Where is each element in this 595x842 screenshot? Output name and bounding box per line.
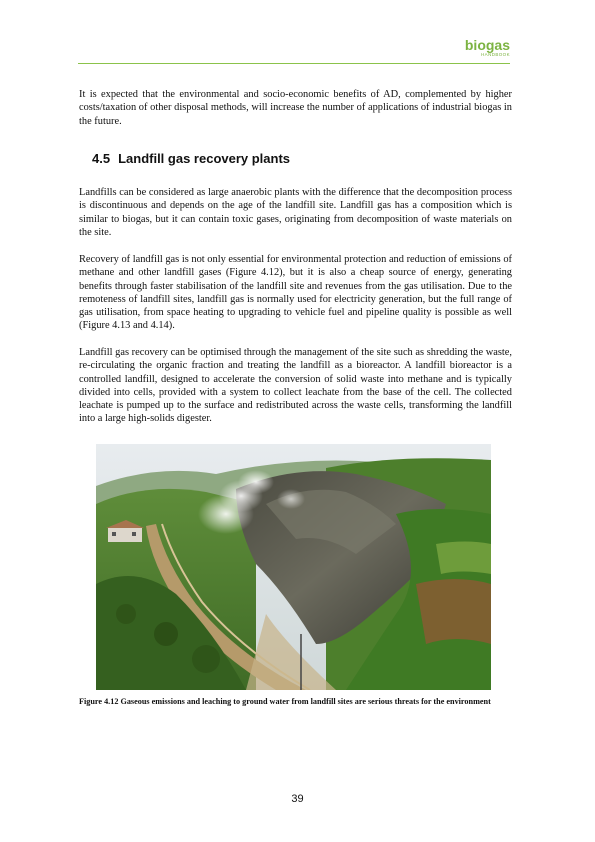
header-divider — [78, 63, 510, 64]
intro-paragraph: It is expected that the environmental and socio-economic benefits of AD, complemented by higher costs/taxation of other disposal methods, will increase the number of applications of industrial biogas in the future. — [79, 89, 512, 127]
page-number: 39 — [291, 793, 304, 805]
section-heading — [92, 151, 290, 166]
brand-subtitle: HANDBOOK — [481, 52, 510, 57]
body-paragraph: Landfills can be considered as large anaerobic plants with the difference that the decomposition process is discontinuous and depends on the age of the landfill site. Landfill gas has a composition which is similar to biogas, but it can contain toxic gases, originating from decomposition of waste materials on the site. — [79, 187, 512, 238]
body-paragraph: Recovery of landfill gas is not only essential for environmental protection and reduction of emissions of methane and other landfill gases (Figure 4.12), but it is also a cheap source of energy, generating benefits through faster stabilisation of the landfill site and revenues from the gas utilisation. Due to the remoteness of landfill sites, landfill gas is normally used for electricity generation, but the full range of gas utilisation, from space heating to upgrading to vehicle fuel and pipeline quality is possible as well (Figure 4.13 and 4.14). — [79, 254, 512, 332]
section-title: Landfill gas recovery plants — [118, 151, 291, 166]
header-brand — [465, 38, 510, 58]
landfill-photo — [96, 444, 491, 690]
figure-caption: Figure 4.12 Gaseous emissions and leaching to ground water from landfill sites are serious threats for the environment — [79, 697, 491, 706]
body-paragraph: Landfill gas recovery can be optimised through the management of the site such as shredding the waste, re-circulating the organic fraction and treating the landfill as a bioreactor. A landfill bioreactor is a controlled landfill, designed to accelerate the conversion of solid waste into methane and is typically divided into cells, provided with a system to collect leachate from the base of the cell. The collected leachate is pumped up to the surface and redistributed across the waste cells, transforming the landfill into a large high-solids digester. — [79, 347, 512, 425]
brand-title: biogas — [464, 37, 510, 53]
section-number: 4.5 — [92, 151, 111, 166]
